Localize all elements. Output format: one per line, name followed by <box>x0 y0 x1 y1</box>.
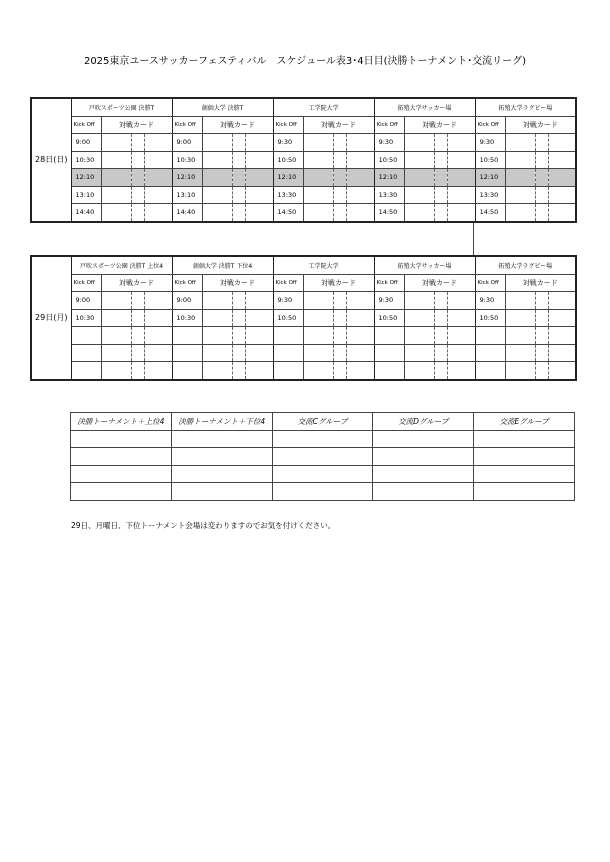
kickoff-time: 10:50 <box>374 309 404 327</box>
group-cell <box>373 483 474 501</box>
connector-line <box>473 223 474 256</box>
match-card-team-a <box>202 362 232 380</box>
match-card-team-a <box>303 327 333 345</box>
match-card-team-a <box>101 292 131 310</box>
match-card-score <box>434 292 447 310</box>
match-card-score <box>333 309 346 327</box>
match-card-score <box>232 344 245 362</box>
kickoff-time: 13:10 <box>71 186 101 204</box>
match-card-score <box>131 327 144 345</box>
kickoff-header: Kick Off <box>172 116 202 134</box>
match-card-team-a <box>202 169 232 187</box>
match-card-team-b <box>346 186 374 204</box>
group-cell <box>171 448 272 466</box>
match-card-score <box>333 134 346 152</box>
match-card-score <box>535 186 548 204</box>
match-card-team-a <box>404 204 434 222</box>
match-card-score <box>434 186 447 204</box>
match-card-team-a <box>202 186 232 204</box>
kickoff-header: Kick Off <box>475 274 505 292</box>
match-card-score <box>333 169 346 187</box>
match-card-team-a <box>202 292 232 310</box>
group-cell <box>373 448 474 466</box>
match-card-score <box>131 151 144 169</box>
venue-name: 戸吹スポーツ公園 決勝T 上位4 <box>71 256 172 274</box>
kickoff-time: 9:30 <box>475 134 505 152</box>
match-card-team-a <box>303 204 333 222</box>
table-row <box>31 309 576 327</box>
match-card-team-a <box>404 362 434 380</box>
group-header: 交流Cグループ <box>272 413 373 431</box>
group-cell <box>272 448 373 466</box>
kickoff-time: 10:30 <box>172 309 202 327</box>
kickoff-header: Kick Off <box>172 274 202 292</box>
match-card-score <box>232 134 245 152</box>
match-card-score <box>434 151 447 169</box>
kickoff-time: 10:50 <box>475 151 505 169</box>
match-card-score <box>333 204 346 222</box>
kickoff-time: 12:10 <box>273 169 303 187</box>
venue-name: 戸吹スポーツ公園 決勝T <box>71 98 172 116</box>
kickoff-time: 9:30 <box>273 134 303 152</box>
match-card-team-a <box>303 186 333 204</box>
group-cell <box>71 465 172 483</box>
group-cell <box>373 430 474 448</box>
kickoff-time: 14:40 <box>71 204 101 222</box>
match-card-team-b <box>346 327 374 345</box>
match-card-team-a <box>303 151 333 169</box>
match-card-team-b <box>548 292 576 310</box>
group-cell <box>373 465 474 483</box>
kickoff-time: 10:30 <box>172 151 202 169</box>
group-cell <box>71 430 172 448</box>
match-card-score <box>232 309 245 327</box>
kickoff-time: 9:00 <box>172 292 202 310</box>
table-row <box>71 430 575 448</box>
day-label: 29日(月) <box>31 256 71 380</box>
table-row <box>31 186 576 204</box>
kickoff-time: 10:50 <box>475 309 505 327</box>
match-card-team-b <box>548 134 576 152</box>
match-card-team-b <box>447 186 475 204</box>
match-card-team-a <box>505 309 535 327</box>
card-header: 対戦カード <box>202 274 273 292</box>
match-card-team-b <box>144 362 172 380</box>
match-card-score <box>434 169 447 187</box>
match-card-score <box>232 169 245 187</box>
match-card-score <box>232 186 245 204</box>
match-card-team-a <box>505 362 535 380</box>
table-row <box>31 362 576 380</box>
match-card-team-b <box>144 292 172 310</box>
match-card-team-a <box>303 344 333 362</box>
match-card-score <box>232 151 245 169</box>
match-card-team-b <box>447 151 475 169</box>
match-card-team-b <box>245 204 273 222</box>
match-card-team-b <box>346 362 374 380</box>
match-card-team-a <box>404 151 434 169</box>
match-card-team-b <box>548 327 576 345</box>
card-header: 対戦カード <box>505 274 576 292</box>
match-card-score <box>535 169 548 187</box>
match-card-team-b <box>548 169 576 187</box>
match-card-team-b <box>245 327 273 345</box>
match-card-score <box>535 327 548 345</box>
match-card-score <box>131 344 144 362</box>
match-card-score <box>535 362 548 380</box>
kickoff-time: 12:10 <box>374 169 404 187</box>
match-card-team-a <box>101 151 131 169</box>
venue-name: 拓殖大学ラグビー場 <box>475 98 576 116</box>
match-card-score <box>535 309 548 327</box>
kickoff-time: 12:10 <box>172 169 202 187</box>
match-card-team-a <box>404 309 434 327</box>
table-row <box>31 292 576 310</box>
match-card-score <box>535 204 548 222</box>
groups-header-row <box>71 413 575 431</box>
match-card-score <box>232 204 245 222</box>
match-card-score <box>535 134 548 152</box>
match-card-score <box>434 344 447 362</box>
card-header: 対戦カード <box>505 116 576 134</box>
match-card-team-b <box>144 151 172 169</box>
kickoff-time <box>374 362 404 380</box>
table-row <box>31 204 576 222</box>
kickoff-time <box>71 327 101 345</box>
kickoff-time: 14:50 <box>475 204 505 222</box>
kickoff-header: Kick Off <box>273 116 303 134</box>
match-card-score <box>535 292 548 310</box>
match-card-team-b <box>447 309 475 327</box>
table-row <box>31 134 576 152</box>
kickoff-time <box>475 327 505 345</box>
groups-table <box>70 412 575 501</box>
match-card-score <box>434 362 447 380</box>
match-card-team-a <box>202 151 232 169</box>
group-cell <box>171 483 272 501</box>
kickoff-time: 10:30 <box>71 151 101 169</box>
card-header: 対戦カード <box>202 116 273 134</box>
kickoff-time <box>475 362 505 380</box>
match-card-score <box>434 204 447 222</box>
match-card-score <box>131 169 144 187</box>
match-card-score <box>131 204 144 222</box>
kickoff-time: 14:40 <box>172 204 202 222</box>
kickoff-time: 12:10 <box>475 169 505 187</box>
card-header: 対戦カード <box>101 116 172 134</box>
match-card-score <box>333 292 346 310</box>
kickoff-time <box>172 327 202 345</box>
group-cell <box>171 465 272 483</box>
kickoff-time: 9:30 <box>374 292 404 310</box>
venue-header-row <box>31 98 576 116</box>
match-card-team-b <box>447 344 475 362</box>
kickoff-time: 9:00 <box>71 134 101 152</box>
kickoff-time <box>374 344 404 362</box>
match-card-team-b <box>245 134 273 152</box>
group-cell <box>474 483 575 501</box>
venue-name: 創価大学 決勝T 下位4 <box>172 256 273 274</box>
group-cell <box>272 465 373 483</box>
match-card-team-b <box>346 292 374 310</box>
kickoff-time <box>273 327 303 345</box>
match-card-score <box>434 309 447 327</box>
kickoff-time: 10:50 <box>374 151 404 169</box>
kickoff-time: 13:30 <box>273 186 303 204</box>
table-row <box>31 344 576 362</box>
match-card-team-b <box>144 344 172 362</box>
match-card-team-a <box>101 327 131 345</box>
match-card-score <box>232 327 245 345</box>
match-card-team-a <box>303 169 333 187</box>
match-card-score <box>434 327 447 345</box>
kickoff-header: Kick Off <box>374 116 404 134</box>
kickoff-header: Kick Off <box>374 274 404 292</box>
day-label: 28日(日) <box>31 98 71 222</box>
match-card-team-b <box>144 186 172 204</box>
match-card-score <box>232 362 245 380</box>
match-card-team-a <box>202 204 232 222</box>
match-card-team-b <box>144 204 172 222</box>
venue-name: 拓殖大学サッカー場 <box>374 256 475 274</box>
venue-name: 拓殖大学サッカー場 <box>374 98 475 116</box>
match-card-team-b <box>346 309 374 327</box>
match-card-team-b <box>548 204 576 222</box>
kickoff-time <box>172 362 202 380</box>
match-card-team-b <box>548 151 576 169</box>
schedule-table-day1 <box>30 97 577 223</box>
kickoff-time: 14:50 <box>374 204 404 222</box>
match-card-team-a <box>303 362 333 380</box>
match-card-score <box>131 134 144 152</box>
kickoff-time <box>172 344 202 362</box>
table-row <box>71 483 575 501</box>
kickoff-time <box>475 344 505 362</box>
card-header: 対戦カード <box>303 274 374 292</box>
match-card-team-b <box>346 151 374 169</box>
match-card-team-a <box>404 186 434 204</box>
match-card-team-b <box>548 344 576 362</box>
match-card-team-b <box>447 292 475 310</box>
kickoff-header: Kick Off <box>71 116 101 134</box>
schedule-table-day2 <box>30 255 577 381</box>
kickoff-header: Kick Off <box>273 274 303 292</box>
match-card-team-a <box>505 169 535 187</box>
match-card-team-a <box>404 169 434 187</box>
group-cell <box>272 483 373 501</box>
match-card-team-b <box>144 169 172 187</box>
match-card-team-b <box>548 186 576 204</box>
group-header: 決勝トーナメント＋下位4 <box>171 413 272 431</box>
kickoff-time: 9:30 <box>273 292 303 310</box>
kickoff-time: 9:00 <box>172 134 202 152</box>
match-card-score <box>434 134 447 152</box>
page-title: 2025東京ユースサッカーフェスティバル スケジュール表3･4日目(決勝トーナメント･交流リーグ) <box>83 56 527 67</box>
card-header: 対戦カード <box>404 116 475 134</box>
group-header: 交流Eグループ <box>474 413 575 431</box>
kickoff-time: 9:30 <box>475 292 505 310</box>
match-card-team-a <box>505 186 535 204</box>
match-card-team-b <box>346 134 374 152</box>
kickoff-time: 13:30 <box>374 186 404 204</box>
match-card-team-b <box>447 327 475 345</box>
match-card-team-b <box>245 186 273 204</box>
match-card-team-a <box>101 344 131 362</box>
column-header-row <box>31 274 576 292</box>
match-card-team-a <box>101 309 131 327</box>
kickoff-time <box>71 344 101 362</box>
match-card-score <box>535 151 548 169</box>
card-header: 対戦カード <box>404 274 475 292</box>
match-card-team-b <box>447 169 475 187</box>
match-card-team-b <box>346 169 374 187</box>
match-card-team-b <box>245 362 273 380</box>
match-card-score <box>535 344 548 362</box>
kickoff-time <box>374 327 404 345</box>
kickoff-time: 10:50 <box>273 309 303 327</box>
match-card-team-b <box>245 292 273 310</box>
venue-header-row <box>31 256 576 274</box>
match-card-team-a <box>202 309 232 327</box>
match-card-team-a <box>404 327 434 345</box>
match-card-team-a <box>202 327 232 345</box>
kickoff-time: 13:10 <box>172 186 202 204</box>
kickoff-time: 12:10 <box>71 169 101 187</box>
match-card-team-a <box>404 134 434 152</box>
match-card-team-a <box>101 134 131 152</box>
kickoff-time: 10:30 <box>71 309 101 327</box>
match-card-team-b <box>447 134 475 152</box>
match-card-score <box>131 309 144 327</box>
match-card-team-a <box>404 292 434 310</box>
match-card-team-a <box>202 134 232 152</box>
match-card-team-a <box>505 151 535 169</box>
match-card-team-b <box>245 169 273 187</box>
venue-name: 創価大学 決勝T <box>172 98 273 116</box>
match-card-team-a <box>505 344 535 362</box>
group-cell <box>474 430 575 448</box>
group-cell <box>71 483 172 501</box>
match-card-team-b <box>346 344 374 362</box>
kickoff-time: 14:50 <box>273 204 303 222</box>
match-card-team-a <box>101 204 131 222</box>
kickoff-header: Kick Off <box>475 116 505 134</box>
match-card-score <box>333 327 346 345</box>
match-card-team-a <box>202 344 232 362</box>
match-card-team-b <box>144 134 172 152</box>
card-header: 対戦カード <box>303 116 374 134</box>
match-card-team-a <box>505 204 535 222</box>
group-cell <box>474 465 575 483</box>
kickoff-time: 9:30 <box>374 134 404 152</box>
kickoff-time: 9:00 <box>71 292 101 310</box>
match-card-team-a <box>303 309 333 327</box>
kickoff-time <box>273 344 303 362</box>
match-card-team-a <box>303 292 333 310</box>
notice-text: 29日、月曜日、下位トーナメント会場は変わりますのでお気を付けください。 <box>71 521 336 530</box>
match-card-team-b <box>245 309 273 327</box>
match-card-team-b <box>447 362 475 380</box>
venue-name: 工学院大学 <box>273 98 374 116</box>
match-card-team-a <box>505 292 535 310</box>
group-header: 交流Dグループ <box>373 413 474 431</box>
group-cell <box>171 430 272 448</box>
match-card-team-b <box>548 309 576 327</box>
venue-name: 拓殖大学ラグビー場 <box>475 256 576 274</box>
match-card-score <box>333 344 346 362</box>
match-card-team-b <box>144 309 172 327</box>
match-card-team-a <box>101 362 131 380</box>
card-header: 対戦カード <box>101 274 172 292</box>
match-card-team-a <box>505 134 535 152</box>
match-card-team-b <box>144 327 172 345</box>
kickoff-time <box>273 362 303 380</box>
kickoff-time: 13:30 <box>475 186 505 204</box>
group-cell <box>71 448 172 466</box>
match-card-score <box>131 362 144 380</box>
column-header-row <box>31 116 576 134</box>
table-row <box>31 151 576 169</box>
table-row <box>31 327 576 345</box>
match-card-team-a <box>505 327 535 345</box>
match-card-team-a <box>101 186 131 204</box>
match-card-team-a <box>101 169 131 187</box>
match-card-score <box>232 292 245 310</box>
match-card-score <box>131 186 144 204</box>
match-card-score <box>333 186 346 204</box>
match-card-team-b <box>245 151 273 169</box>
match-card-team-b <box>245 344 273 362</box>
table-row <box>31 169 576 187</box>
match-card-team-b <box>346 204 374 222</box>
kickoff-time <box>71 362 101 380</box>
match-card-team-a <box>303 134 333 152</box>
kickoff-header: Kick Off <box>71 274 101 292</box>
group-cell <box>272 430 373 448</box>
match-card-team-b <box>447 204 475 222</box>
group-cell <box>474 448 575 466</box>
match-card-team-b <box>548 362 576 380</box>
venue-name: 工学院大学 <box>273 256 374 274</box>
table-row <box>71 465 575 483</box>
kickoff-time: 10:50 <box>273 151 303 169</box>
match-card-score <box>333 362 346 380</box>
match-card-score <box>333 151 346 169</box>
table-row <box>71 448 575 466</box>
match-card-team-a <box>404 344 434 362</box>
group-header: 決勝トーナメント＋上位4 <box>71 413 172 431</box>
match-card-score <box>131 292 144 310</box>
